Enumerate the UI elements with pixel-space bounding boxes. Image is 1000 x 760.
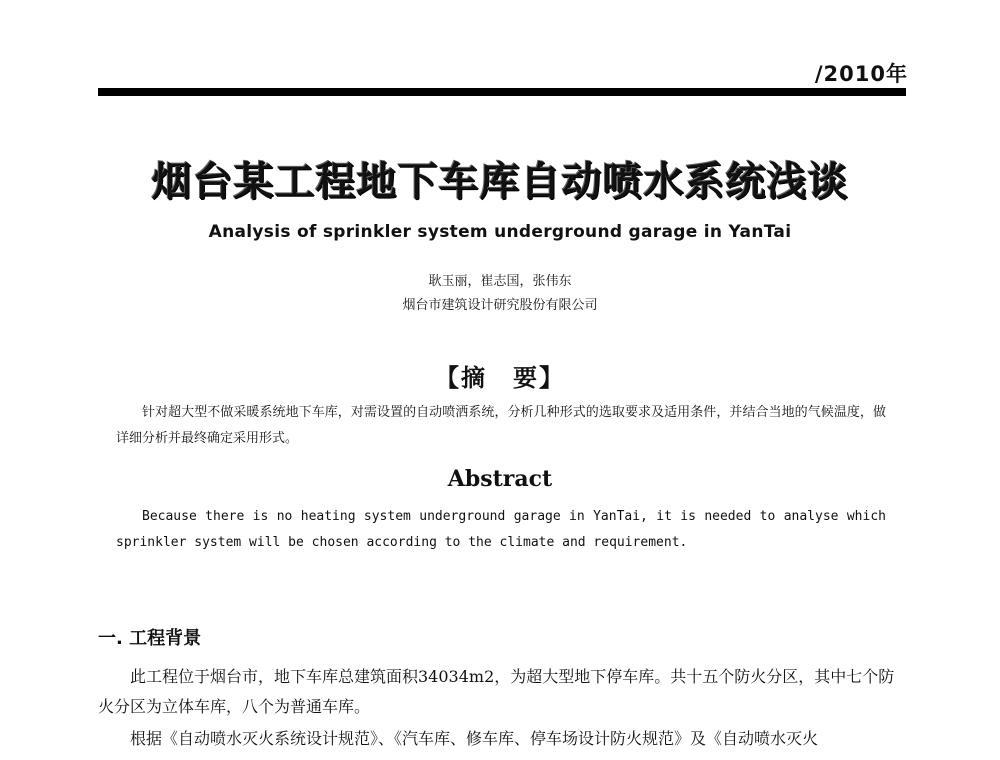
abstract-heading-cn: 【摘 要】 — [435, 364, 565, 392]
page-year: /2010年 — [814, 62, 908, 86]
affiliation: 烟台市建筑设计研究股份有限公司 — [402, 298, 598, 313]
paper-title-en: Analysis of sprinkler system underground garage in YanTai — [208, 222, 792, 242]
authors: 耿玉丽，崔志国，张伟东 — [428, 274, 572, 289]
abstract-text-en: Because there is no heating system underground garage in YanTai, it is needed to analyse which sprinkler system will be chosen according to the climate and requirement. — [116, 509, 886, 550]
section-heading: 一. 工程背景 — [98, 628, 202, 649]
abstract-heading-en: Abstract — [447, 466, 553, 492]
body-paragraph-1: 此工程位于烟台市，地下车库总建筑面积34034m2，为超大型地下停车库。共十五个防火分区，其中七个防火分区为立体车库，八个为普通车库。 — [98, 667, 895, 716]
paper-title: 烟台某工程地下车库自动喷水系统浅谈 — [151, 159, 849, 205]
body-paragraph-2: 根据《自动喷水灭火系统设计规范》、《汽车库、修车库、停车场设计防火规范》及《自动喷水灭火 — [130, 729, 819, 748]
abstract-text-cn: 针对超大型不做采暖系统地下车库，对需设置的自动喷洒系统，分析几种形式的选取要求及适用条件，并结合当地的气候温度，做详细分析并最终确定采用形式。 — [116, 405, 886, 446]
header-rule — [98, 88, 906, 96]
